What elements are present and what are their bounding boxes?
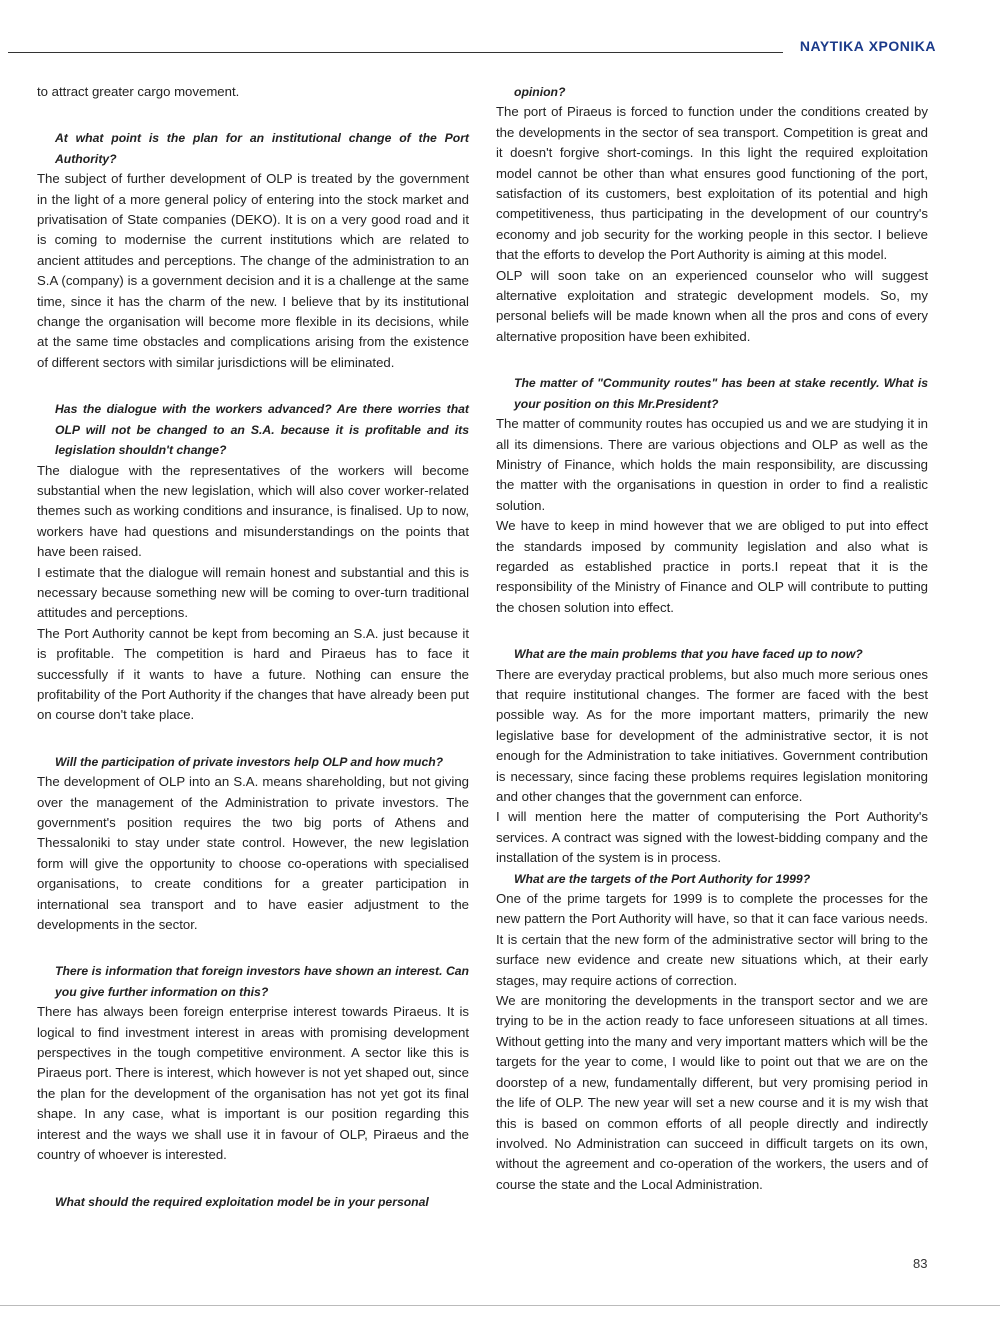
question-community-routes: The matter of "Community routes" has been at stake recently. What is your position on this Mr.President? (514, 376, 928, 411)
question-institutional-change: At what point is the plan for an institutional change of the Port Authority? (55, 131, 469, 166)
question-workers-dialogue: Has the dialogue with the workers advanced? Are there worries that OLP will not be changed to an S.A. because it is profitable and its legislation shouldn't change? (55, 402, 469, 458)
answer-workers-dialogue-2: I estimate that the dialogue will remain honest and substantial and this is necessary because something new will be coming to over-turn traditional attitudes and perceptions. (37, 564, 469, 621)
question-private-investors: Will the participation of private investors help OLP and how much? (55, 754, 444, 769)
question-exploitation-model-start: What should the required exploitation model be in your personal (55, 1194, 429, 1209)
answer-exploitation-model-2: OLP will soon take on an experienced counselor who will suggest alternative exploitation and strategic development models. So, my personal beliefs will be made known when all the pros and cons of every alternative proposition have been exhibited. (496, 267, 928, 344)
right-column (496, 82, 928, 1195)
answer-workers-dialogue-3: The Port Authority cannot be kept from becoming an S.A. just because it is profitable. The competition is hard and Piraeus has to face it successfully if it wants to have a future. Nothing can ensure the profitability of the Port Authority if the changes that have already been put on course don't take place. (37, 625, 469, 723)
question-exploitation-model-end: opinion? (514, 85, 566, 99)
header-rule (8, 52, 783, 53)
answer-targets-1999-1: One of the prime targets for 1999 is to complete the processes for the new pattern the Port Authority will have, so that it can face various needs. It is certain that the new form of the administrative sector will bring to the surface new evidence and create new situations which, at their early stages, may require actions of correction. (496, 891, 928, 988)
question-main-problems: What are the main problems that you have faced up to now? (514, 647, 863, 662)
answer-exploitation-model-1: The port of Piraeus is forced to function under the conditions created by the developments in the sector of sea transport. Competition is great and it doesn't forgive short-comings. In this light the required exploitation model cannot be other than what ensures good functioning of the port, satisfaction of its customers, best exploitation of its potential and high competitiveness, thus participating in the development of our country's economy and job security for the working people in this sector. I believe that the efforts to develop the Port Authority is aiming at this model. (496, 104, 928, 263)
answer-main-problems-2: I will mention here the matter of computerising the Port Authority's services. A contract was signed with the lowest-bidding company and the installation of the system is in process. (496, 809, 928, 866)
footer-rule (0, 1305, 1000, 1306)
magazine-name: ΝΑΥΤΙΚΑ ΧΡΟΝΙΚΑ (799, 38, 936, 54)
answer-foreign-investors: There has always been foreign enterprise interest towards Piraeus. It is logical to find investment interest in areas with promising development perspectives in the tough competitive environment. A sector like this is Piraeus port. There is interest, which however is not yet shaped out, since the plan for the development of the organisation has not yet got its final shape. In any case, what is important is our position regarding this interest and the ways we shall use it in favour of OLP, Piraeus and the country of whoever is interested. (37, 1004, 469, 1163)
question-targets-1999: What are the targets of the Port Authority for 1999? (514, 871, 811, 886)
answer-community-routes-2: We have to keep in mind however that we are obliged to put into effect the standards imposed by community legislation and also what is regarded as established practice in ports.I repeat that it is the responsibility of the Ministry of Finance and OLP will contribute to putting the chosen solution into effect. (496, 518, 928, 615)
answer-targets-1999-2: We are monitoring the developments in the transport sector and we are trying to be in the action ready to face unforeseen situations at all times. Without getting into the many and very important matters which will be the targets for the year to come, I would like to point out that we are on the doorstep of a new, fundamentally different, but very promising period in the life of OLP. The new year will set a new course and it is my wish that this is based on common efforts of all people directly and indirectly involved. No Administration can succeed in difficult targets on its own, without the agreement and co-operation of the workers, the users and of course the state and the Local Administration. (496, 993, 928, 1192)
answer-private-investors: The development of OLP into an S.A. means shareholding, but not giving over the management of the Administration to private investors. The government's position requires the two big ports of Athens and Thessaloniki to stay under state control. However, the new legislation form will give the opportunity to choose co-operations with specialised organisations, to create conditions for a greater participation in international sea transport and to have easier adjustment to the developments in the sector. (37, 774, 469, 933)
paragraph-continued: to attract greater cargo movement. (37, 84, 240, 99)
answer-institutional-change: The subject of further development of OLP is treated by the government in the light of a more general policy of entering into the stock market and privatisation of State companies (DEKO). It is on a very good road and it is coming to modernise the current institutions which are related to ancient attitudes and perceptions. The change of the administration to an S.A (company) is a government decision and it is a challenge at the same time, since it has the charm of the new. I believe that by its institutional change the organisation will become more flexible in its decisions, while at the same time obstacles and complications arising from the existence of different sectors with similar jurisdictions will be eliminated. (37, 171, 469, 370)
answer-main-problems-1: There are everyday practical problems, but also much more serious ones that require institutional changes. The former are faced with the best possible way. As for the more important matters, primarily the new legislative base for development of the administrative sector, it is not enough for the Administration to take initiatives. Government contribution is necessary, since facing these problems requires legislation monitoring and other changes that the government can enforce. (496, 666, 928, 804)
left-column (37, 82, 469, 1212)
answer-community-routes-1: The matter of community routes has occupied us and we are studying it in all its dimensions. There are various objections and OLP as well as the Ministry of Finance, which holds the main responsibility, are discussing the matter with the organisations in question in order to find a realistic solution. (496, 416, 928, 513)
question-foreign-investors: There is information that foreign investors have shown an interest. Can you give further information on this? (55, 964, 469, 999)
page-number: 83 (913, 1256, 928, 1271)
answer-workers-dialogue-1: The dialogue with the representatives of the workers will become substantial when the new legislation, which will also cover worker-related themes such as working conditions and insurance, is finalised. Up to now, workers have had questions and misunderstandings on the points that have been raised. (37, 462, 469, 560)
